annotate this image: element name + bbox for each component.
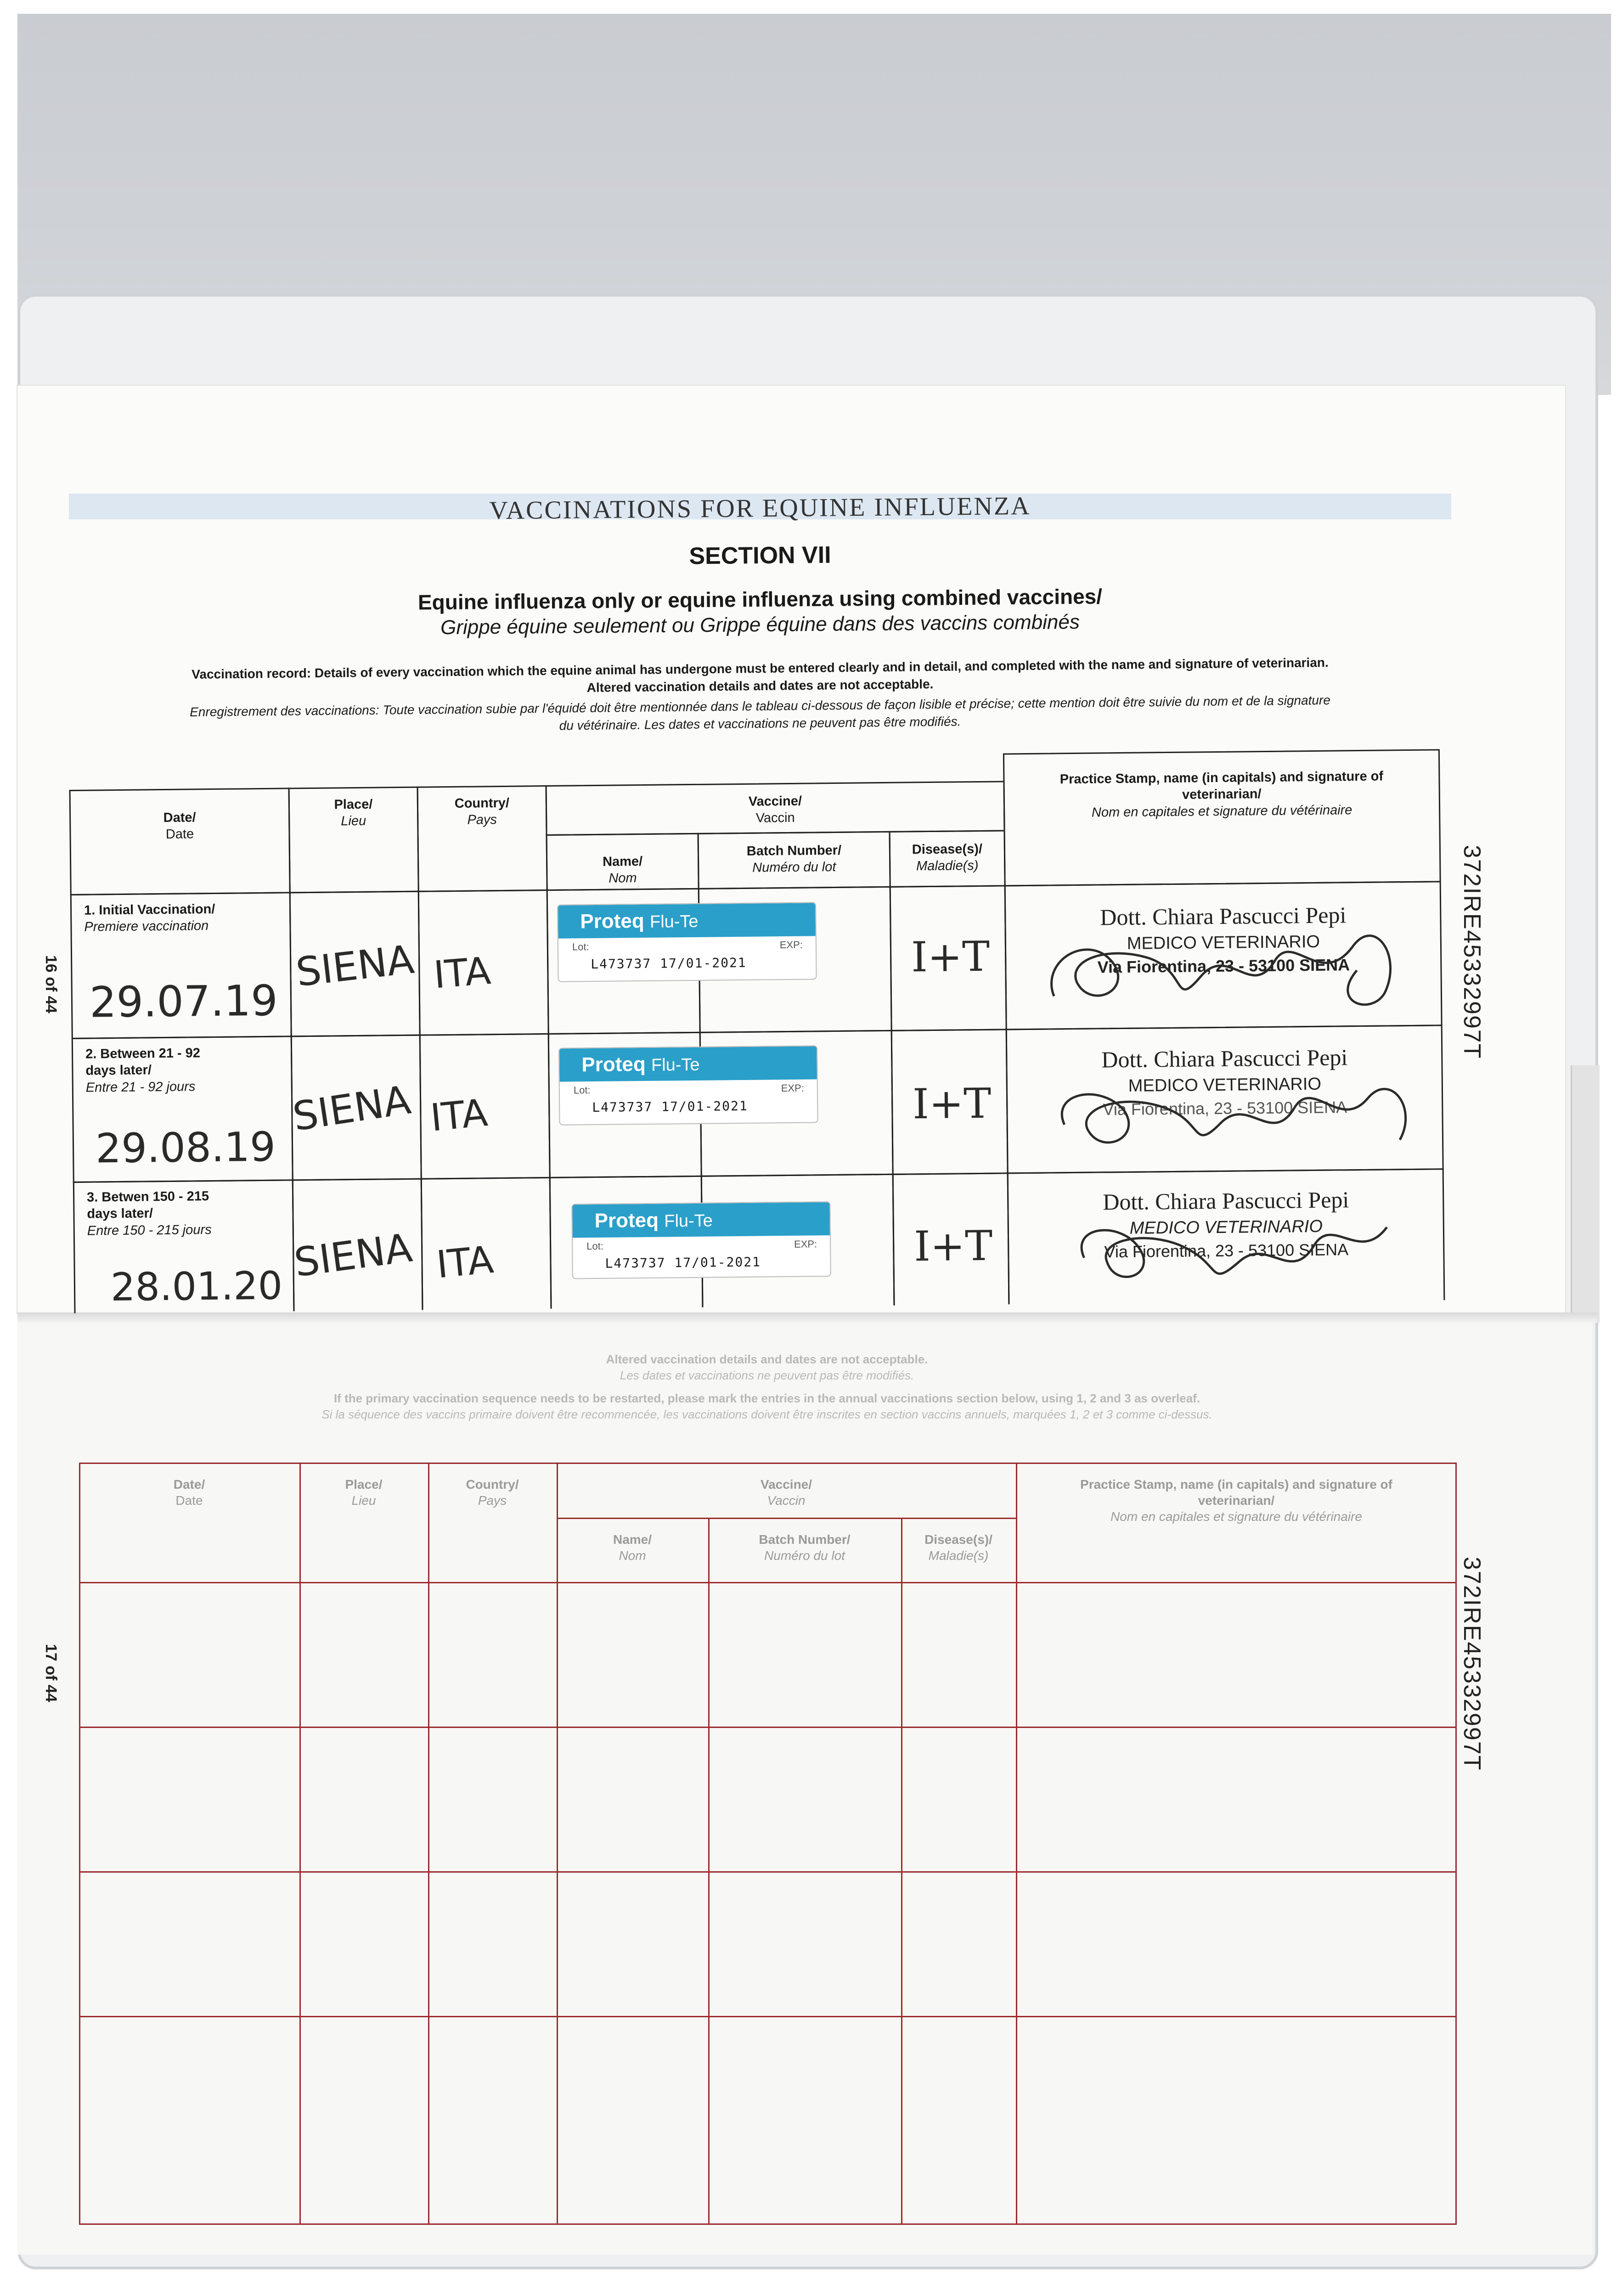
row-3-place: SIENA xyxy=(291,1225,415,1286)
passport-id-lower: 372IRE45332997T xyxy=(1459,1557,1485,1771)
subtitle-french: Grippe équine seulement ou Grippe équine dans des vaccins combinés xyxy=(440,610,1080,639)
row-3-stamp-name: Dott. Chiara Pascucci Pepi xyxy=(1103,1187,1349,1215)
page-number-lower: 17 of 44 xyxy=(42,1644,60,1702)
row-1-date: 29.07.19 xyxy=(89,976,278,1027)
lower-note-1: Altered vaccination details and dates are not acceptable. xyxy=(606,1352,928,1366)
row-2-vaccine-brand: Proteq xyxy=(581,1052,646,1076)
row-3-vaccine-label xyxy=(571,1201,831,1279)
row-1-label: 1. Initial Vaccination/ Premiere vaccination xyxy=(84,901,215,934)
lower-note-3: If the primary vaccination sequence needs to be restarted, please mark the entries in the annual vaccinations section below, using 1, 2 and 3 as overleaf. xyxy=(333,1391,1200,1405)
header-practice: Practice Stamp, name (in capitals) and signature of veterinarian/ Nom en capitales et signature du vétérinaire xyxy=(1059,769,1384,820)
lower-note-4: Si la séquence des vaccins primaire doivent être recommencée, les vaccinations doivent être inscrites en section vaccins annuels, marquées 1, 2 et 3 comme ci-dessus. xyxy=(321,1407,1212,1421)
row-3-lot-label: Lot: xyxy=(586,1240,603,1252)
row-2-stamp-title: MEDICO VETERINARIO xyxy=(1128,1074,1322,1096)
row-1-vaccine-label xyxy=(557,902,817,982)
header-country: Country/ Pays xyxy=(454,795,510,827)
row-2-exp-label: EXP: xyxy=(781,1082,805,1094)
row-2-vaccine-variant: Flu-Te xyxy=(651,1055,700,1075)
instruction-english: Vaccination record: Details of every vaccination which the equine animal has undergone must be entered clearly and in detail, and completed with the name and signature of veterinarian. xyxy=(192,655,1329,681)
row-2-stamp-name: Dott. Chiara Pascucci Pepi xyxy=(1101,1044,1348,1073)
row-1-stamp-title: MEDICO VETERINARIO xyxy=(1127,932,1320,953)
lower-header-vaccine: Vaccine/ Vaccin xyxy=(760,1477,812,1508)
lower-header-name: Name/ Nom xyxy=(613,1532,652,1563)
row-2-batch: L473737 17/01-2021 xyxy=(592,1098,748,1115)
row-2-signature xyxy=(1036,1030,1432,1171)
header-date: Date/ Date xyxy=(163,810,196,842)
page-fold xyxy=(17,1312,1597,1322)
row-2-lot-label: Lot: xyxy=(573,1084,591,1096)
row-1-batch: L473737 17/01-2021 xyxy=(591,955,747,972)
header-batch: Batch Number/ Numéro du lot xyxy=(746,843,842,875)
lower-table-border xyxy=(79,1463,1457,2225)
row-2-disease: I+T xyxy=(912,1079,992,1129)
row-1-disease: I+T xyxy=(911,932,990,982)
row-1-vaccine-variant: Flu-Te xyxy=(649,912,699,932)
header-vaccine: Vaccine/ Vaccin xyxy=(748,793,802,826)
page-number-upper: 16 of 44 xyxy=(42,955,60,1013)
lower-header-batch: Batch Number/ Numéro du lot xyxy=(759,1532,851,1563)
instruction-french: Enregistrement des vaccinations: Toute vaccination subie par l'équidé doit être mentionnée dans le tableau ci-dessous de façon lisible et précise; cette mention doit être suivie du nom et de la signature xyxy=(189,692,1330,720)
row-2-place: SIENA xyxy=(290,1077,414,1140)
row-3-stamp-address: Via Fiorentina, 23 - 53100 SIENA xyxy=(1104,1240,1349,1261)
row-1-stamp-name: Dott. Chiara Pascucci Pepi xyxy=(1100,902,1347,930)
row-1-vaccine-brand: Proteq xyxy=(580,909,644,933)
header-place: Place/ Lieu xyxy=(334,797,373,829)
lower-note-2: Les dates et vaccinations ne peuvent pas être modifiés. xyxy=(620,1368,914,1382)
lower-header-place: Place/ Lieu xyxy=(345,1477,383,1508)
row-3-vaccine-variant: Flu-Te xyxy=(664,1211,713,1231)
row-2-stamp-address: Via Fiorentina, 23 - 53100 SIENA xyxy=(1103,1097,1347,1119)
instruction-french-2: du vétérinaire. Les dates et vaccinations ne peuvent pas être modifiés. xyxy=(559,714,961,733)
lower-header-practice: Practice Stamp, name (in capitals) and signature of veterinarian/ Nom en capitales et signature du vétérinaire xyxy=(1080,1477,1392,1524)
lower-header-date: Date/ Date xyxy=(173,1477,205,1508)
row-2-vaccine-label xyxy=(558,1045,818,1125)
row-3-batch: L473737 17/01-2021 xyxy=(605,1254,761,1271)
row-3-vaccine-brand: Proteq xyxy=(594,1209,659,1232)
annual-vaccination-table xyxy=(79,1463,1457,2225)
page-title: VACCINATIONS FOR EQUINE INFLUENZA xyxy=(489,491,1031,525)
row-3-exp-label: EXP: xyxy=(794,1238,817,1250)
row-1-place: SIENA xyxy=(293,936,417,996)
row-1-signature xyxy=(1035,887,1431,1029)
row-2-country: ITA xyxy=(428,1091,490,1140)
row-1-stamp-address: Via Fiorentina, 23 - 53100 SIENA xyxy=(1097,955,1350,977)
lower-header-country: Country/ Pays xyxy=(466,1477,519,1508)
row-2-date: 29.08.19 xyxy=(95,1123,276,1172)
row-3-country: ITA xyxy=(434,1238,496,1287)
header-disease: Disease(s)/ Maladie(s) xyxy=(912,841,983,874)
header-name: Name/ Nom xyxy=(602,854,643,886)
row-3-signature xyxy=(1047,1172,1434,1300)
row-1-exp-label: EXP: xyxy=(779,939,803,951)
vaccination-table xyxy=(69,749,1459,1313)
lower-header-disease: Disease(s)/ Maladie(s) xyxy=(924,1532,992,1563)
passport-id-upper: 372IRE45332997T xyxy=(1459,845,1485,1059)
row-3-label: 3. Betwen 150 - 215 days later/ Entre 150 - 215 jours xyxy=(86,1189,212,1238)
row-3-disease: I+T xyxy=(913,1221,993,1271)
row-3-stamp-title: MEDICO VETERINARIO xyxy=(1129,1216,1323,1238)
subtitle-english: Equine influenza only or equine influenza using combined vaccines/ xyxy=(417,584,1103,614)
row-3-date: 28.01.20 xyxy=(110,1263,283,1310)
section-heading: SECTION VII xyxy=(689,541,831,570)
row-2-label: 2. Between 21 - 92 days later/ Entre 21 - 92 jours xyxy=(85,1046,201,1095)
page-edge xyxy=(1571,1065,1600,1322)
row-1-country: ITA xyxy=(432,949,493,997)
instruction-english-2: Altered vaccination details and dates are not acceptable. xyxy=(586,677,934,695)
row-1-lot-label: Lot: xyxy=(572,941,589,953)
